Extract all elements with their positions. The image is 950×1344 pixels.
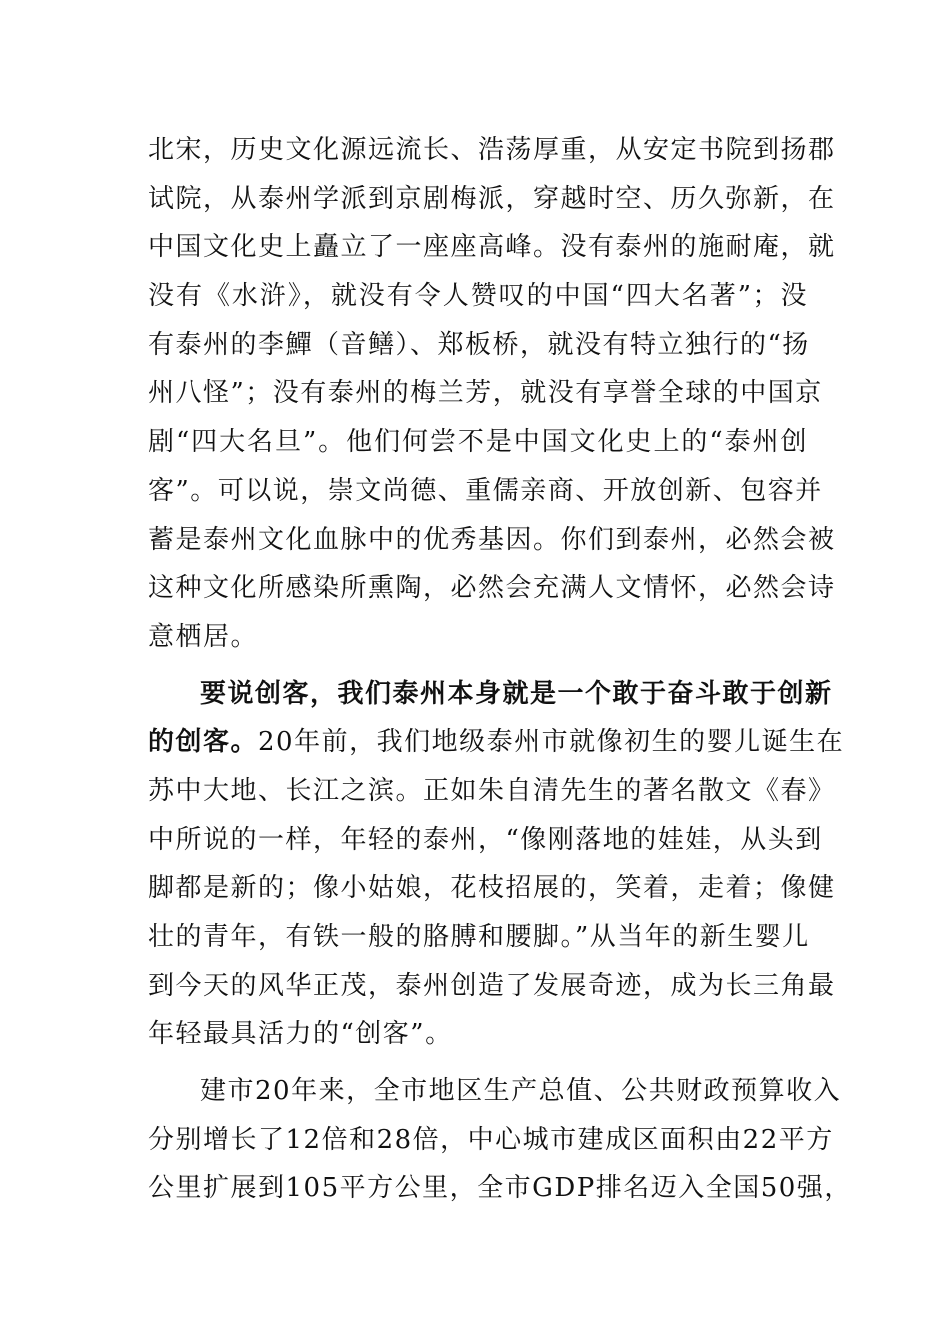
- text-line: 北宋，历史文化源远流长、浩荡厚重，从安定书院到扬郡: [148, 135, 836, 165]
- text-line: 建市20年来，全市地区生产总值、公共财政预算收入: [200, 1076, 842, 1107]
- text-line: 脚都是新的；像小姑娘，花枝招展的，笑着，走着；像健: [148, 873, 836, 904]
- text-line: 这种文化所感染所熏陶，必然会充满人文情怀，必然会诗: [148, 573, 836, 604]
- bold-lead-line: 要说创客，我们泰州本身就是一个敢于奋斗敢于创新: [200, 678, 833, 709]
- text-line: 苏中大地、长江之滨。正如朱自清先生的著名散文《春》: [148, 775, 836, 806]
- text-line: 意栖居。: [148, 621, 259, 652]
- paragraph-gap: [148, 662, 808, 670]
- text-line: 客”。可以说，崇文尚德、重儒亲商、开放创新、包容并: [148, 475, 823, 506]
- text-line: 州八怪”；没有泰州的梅兰芳，就没有享誉全球的中国京: [148, 378, 823, 409]
- text-line: 蓄是泰州文化血脉中的优秀基因。你们到泰州，必然会被: [148, 524, 836, 555]
- text-line: 没有《水浒》，就没有令人赞叹的中国“四大名著”；没: [148, 281, 808, 312]
- text-line: 中国文化史上矗立了一座座高峰。没有泰州的施耐庵，就: [148, 232, 836, 263]
- text-line: 剧“四大名旦”。他们何尝不是中国文化史上的“泰州创: [148, 427, 808, 458]
- text-line: 有泰州的李鱓（音鳝）、郑板桥，就没有特立独行的“扬: [148, 329, 810, 360]
- text-line: 中所说的一样，年轻的泰州，“像刚落地的娃娃，从头到: [148, 824, 823, 855]
- text-line: 试院，从泰州学派到京剧梅派，穿越时空、历久弥新，在: [148, 183, 836, 214]
- text-line-mixed: [148, 718, 845, 767]
- paragraph-3: [148, 1067, 852, 1213]
- text-line: 分别增长了12倍和28倍，中心城市建成区面积由22平方: [148, 1124, 834, 1155]
- paragraph-gap: [148, 1059, 808, 1067]
- text-line: 公里扩展到105平方公里，全市GDP排名迈入全国50强，: [148, 1173, 852, 1204]
- text-line: 年轻最具活力的“创客”。: [148, 1019, 453, 1050]
- paragraph-1: [148, 126, 836, 662]
- bold-lead-text: 的创客。: [148, 727, 259, 758]
- text-line: 壮的青年，有铁一般的胳膊和腰脚。”从当年的新生婴儿: [148, 922, 810, 952]
- plain-text: 20年前，我们地级泰州市就像初生的婴儿诞生在: [258, 727, 845, 758]
- paragraph-2: [148, 670, 845, 1060]
- document-body: [148, 126, 852, 1213]
- text-line: 到今天的风华正茂，泰州创造了发展奇迹，成为长三角最: [148, 970, 836, 1001]
